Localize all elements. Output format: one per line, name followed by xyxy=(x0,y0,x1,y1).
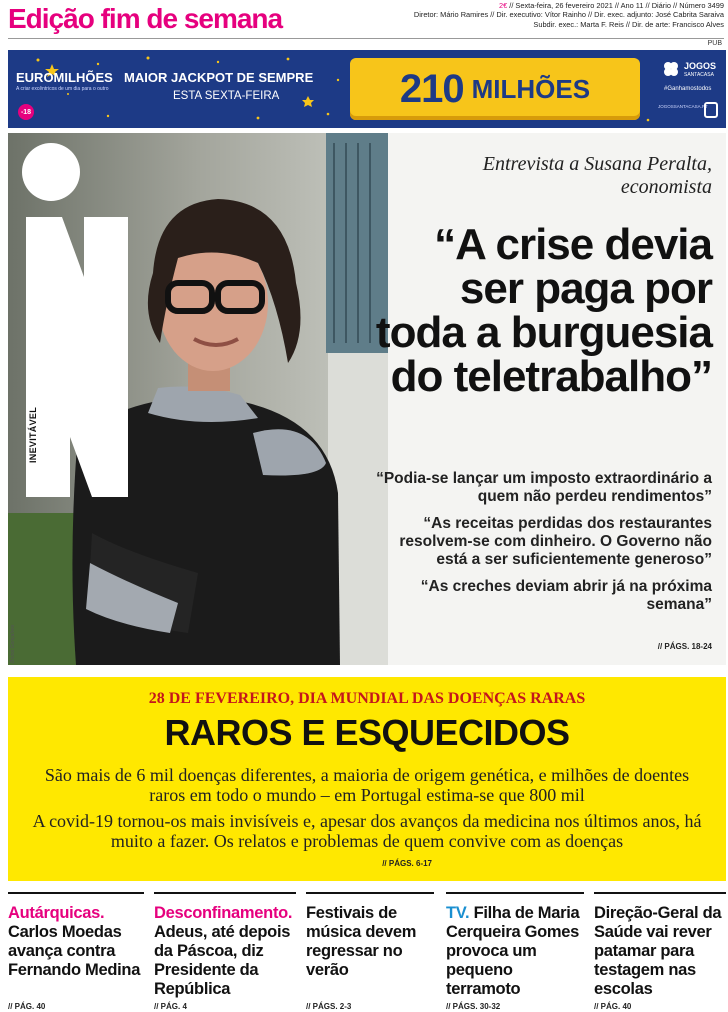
euromilhoes-logo: EUROMILHÕES xyxy=(16,70,113,85)
santa-casa-label: SANTACASA xyxy=(684,72,714,78)
teaser-headline: Filha de Maria Cerqueira Gomes provoca um pequeno terramoto xyxy=(446,904,580,998)
pull-quote: “As receitas perdidas dos restaurantes resolvem-se com dinheiro. O Governo não está a ser suficientemente generoso” xyxy=(399,515,712,568)
teaser-dgs[interactable] xyxy=(594,892,726,1010)
feature-page-ref: // PÁGS. 6-17 xyxy=(382,859,432,868)
masthead-info xyxy=(384,1,724,29)
interview-kicker: Entrevista a Susana Peralta, economista xyxy=(482,153,712,198)
teaser-desconfinamento[interactable] xyxy=(154,892,296,1010)
cover-page-ref: // PÁGS. 18-24 xyxy=(657,642,712,651)
teaser-festivais[interactable] xyxy=(306,892,434,1010)
teaser-tv[interactable] xyxy=(446,892,584,1010)
teaser-headline: Carlos Moedas avança contra Fernando Medina xyxy=(8,923,141,979)
newspaper-logo-dot-icon xyxy=(22,143,80,201)
newspaper-logo-i-icon xyxy=(26,217,132,497)
pub-label: PUB xyxy=(707,40,722,47)
teaser-text xyxy=(8,904,144,980)
teaser-page-ref: // PÁG. 40 xyxy=(8,1002,46,1011)
teaser-headline: Direção-Geral da Saúde vai rever patamar para testagem nas escolas xyxy=(594,904,722,998)
masthead-line-1 xyxy=(384,1,724,10)
cover-story[interactable] xyxy=(8,133,726,665)
feature-title[interactable]: RAROS E ESQUECIDOS xyxy=(164,712,570,753)
jackpot-text: MAIOR JACKPOT DE SEMPRE xyxy=(124,70,314,85)
teaser-headline: Festivais de música devem regressar no verão xyxy=(306,904,417,979)
photo-credit: Bruno Gonçalves xyxy=(10,624,16,663)
feature-text-1: São mais de 6 mil doenças diferentes, a maioria de origem genética, e milhões de doentes raros em todo o mundo – em Portugal estima-se que 800 mil xyxy=(44,765,690,805)
feature-kicker: 28 DE FEVEREIRO, DIA MUNDIAL DAS DOENÇAS RARAS xyxy=(148,690,586,707)
issue-info: // Sexta-feira, 26 fevereiro 2021 // Ano 11 // Diário // Número 3499 xyxy=(507,1,724,10)
euromilhoes-tagline: A criar excêntricos de um dia para o outro xyxy=(16,86,109,92)
mobile-icon xyxy=(704,102,718,118)
jackpot-amount xyxy=(350,58,640,120)
cover-headline[interactable]: “A crise devia ser paga por toda a burguesia do teletrabalho” xyxy=(375,220,712,401)
price: 2€ xyxy=(498,1,508,10)
rare-diseases-feature[interactable] xyxy=(8,677,726,881)
teaser-text xyxy=(594,904,726,999)
ad-website: JOGOSSANTACASA.PT xyxy=(658,104,708,109)
teaser-headline: Adeus, até depois da Páscoa, diz Presidente da República xyxy=(154,923,291,998)
age-restriction-badge: -18 xyxy=(18,104,34,120)
teaser-page-ref: // PÁGS. 2-3 xyxy=(306,1002,352,1011)
masthead-line-3: Subdir. exec.: Marta F. Reis // Dir. de arte: Francisco Alves xyxy=(533,19,724,29)
teaser-text xyxy=(306,904,434,980)
teaser-text xyxy=(446,904,584,999)
teaser-page-ref: // PÁGS. 30-32 xyxy=(446,1002,501,1011)
teaser-label: Desconfinamento. xyxy=(154,904,293,922)
masthead-line-2: Diretor: Mário Ramires // Dir. executivo: Vítor Rainho // Dir. exec. adjunto: José Cabrita Saraiva xyxy=(413,10,724,20)
teaser-label: TV. xyxy=(446,904,470,922)
jackpot-amount-number: 210 xyxy=(399,66,464,111)
hashtag: #Ganhamostodos xyxy=(664,86,712,92)
newspaper-name: INEVITÁVEL xyxy=(28,406,38,463)
teaser-page-ref: // PÁG. 4 xyxy=(154,1002,187,1011)
jackpot-amount-word: MILHÕES xyxy=(471,73,591,104)
santa-casa-logo-icon xyxy=(662,60,680,78)
teaser-autarquicas[interactable] xyxy=(8,892,144,1010)
euromilhoes-ad[interactable] xyxy=(8,50,726,128)
edition-title: Edição fim de semana xyxy=(8,3,283,34)
bottom-teasers xyxy=(8,892,726,1010)
jackpot-day: ESTA SEXTA-FEIRA xyxy=(173,90,280,102)
header-divider xyxy=(8,38,724,39)
jogos-santa-casa-logo xyxy=(684,62,716,80)
feature-text-2: A covid-19 tornou-os mais invisíveis e, apesar dos avanços da medicina nos últimos anos, há muito a fazer. Os relatos e problemas de quem convive com as doenças xyxy=(32,811,702,851)
jogos-label: JOGOS xyxy=(684,61,717,71)
pull-quote: “As creches deviam abrir já na próxima semana” xyxy=(420,578,712,613)
teaser-label: Autárquicas. xyxy=(8,904,105,922)
teaser-text xyxy=(154,904,296,999)
pull-quote: “Podia-se lançar um imposto extraordinário a quem não perdeu rendimentos” xyxy=(376,470,712,505)
teaser-page-ref: // PÁG. 40 xyxy=(594,1002,632,1011)
interview-quotes xyxy=(372,470,712,623)
